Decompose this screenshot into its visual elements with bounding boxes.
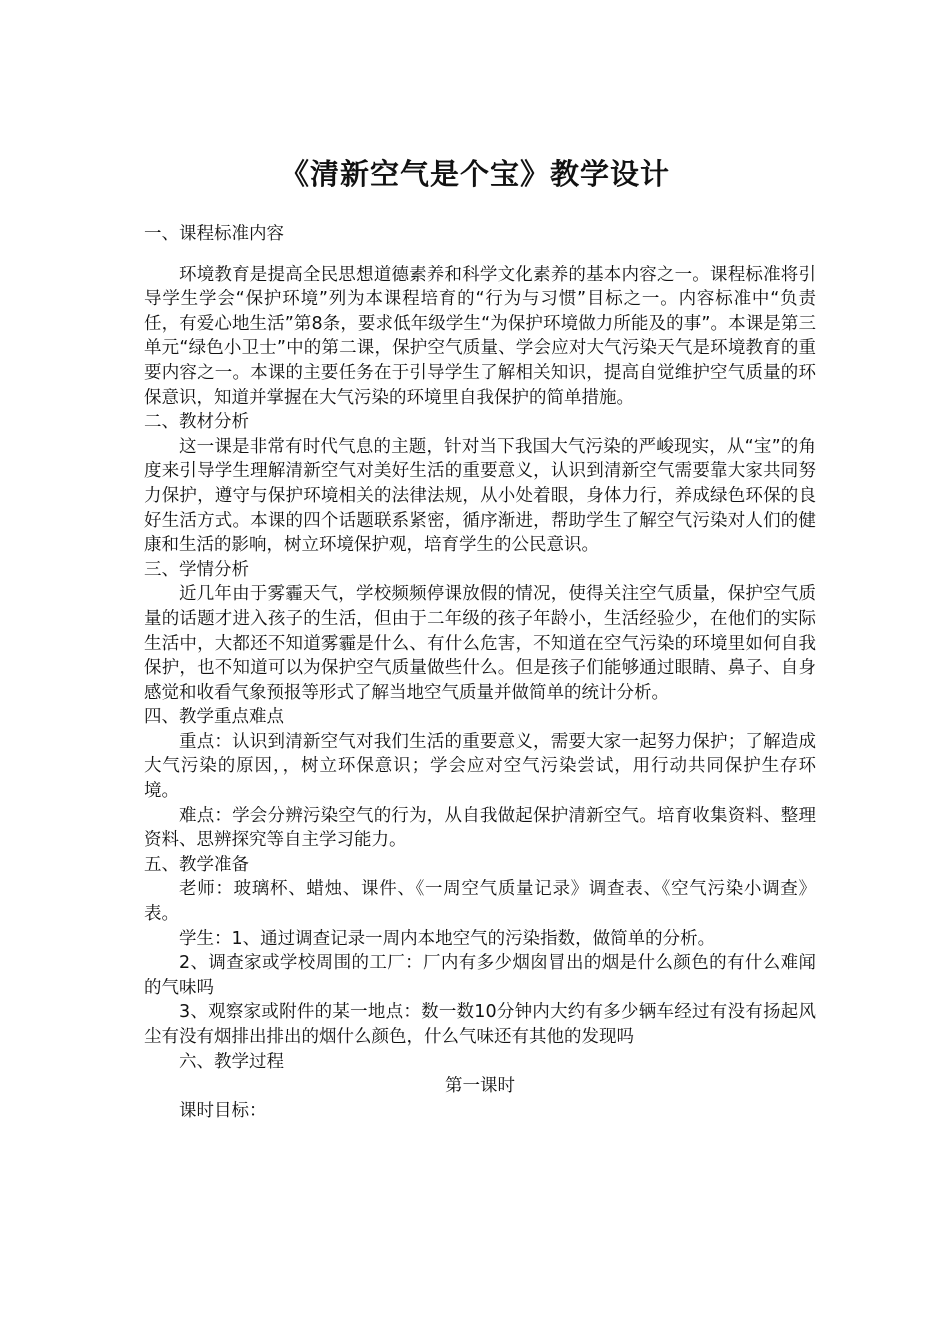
section-heading-student-analysis: 三、学情分析 [144,559,249,580]
paragraph-textbook-analysis: 这一课是非常有时代气息的主题，针对当下我国大气污染的严峻现实，从“宝”的角度来引导学生理解清新空气对美好生活的重要意义，认识到清新空气需要靠大家共同努力保护，遵守与保护环境相关的法律法规，从小处着眼，身体力行，养成绿色环保的良好生活方式。本课的四个话题联系紧密，循序渐进，帮助学生了解空气污染对人们的健康和生活的影响，树立环境保护观，培育学生的公民意识。 [144,436,816,556]
paragraph-student-preparation-3: 3、观察家或附件的某一地点：数一数10分钟内大约有多少辆车经过有没有扬起风尘有没有烟排出排出的烟什么颜色，什么气味还有其他的发现吗 [144,1002,816,1047]
lesson-one-goal-label: 课时目标： [179,1100,267,1121]
document-body [144,222,816,1123]
paragraph-student-preparation-1: 学生：1、通过调查记录一周内本地空气的污染指数，做简单的分析。 [179,928,716,949]
paragraph-difficult-point: 难点：学会分辨污染空气的行为，从自我做起保护清新空气。培育收集资料、整理资料、思辨探究等自主学习能力。 [144,805,816,851]
paragraph-student-preparation-2: 2、调查家或学校周围的工厂：厂内有多少烟囱冒出的烟是什么颜色的有什么难闻的气味吗 [144,953,816,998]
section-heading-preparation: 五、教学准备 [144,854,249,875]
paragraph-teacher-preparation: 老师：玻璃杯、蜡烛、课件、《一周空气质量记录》调查表、《空气污染小调查》表。 [144,879,816,925]
section-heading-curriculum-standard: 一、课程标准内容 [144,224,284,244]
paragraph-curriculum-standard: 环境教育是提高全民思想道德素养和科学文化素养的基本内容之一。课程标准将引导学生学会“保护环境”列为本课程培育的“行为与习惯”目标之一。内容标准中“负责任，有爱心地生活”第8条，要求低年级学生“为保护环境做力所能及的事”。本课是第三单元“绿色小卫士”中的第二课，保护空气质量、学会应对大气污染天气是环境教育的重要内容之一。本课的主要任务在于引导学生了解相关知识，提高自觉维护空气质量的环保意识，知道并掌握在大气污染的环境里自我保护的简单措施。 [144,264,816,408]
document-title: 《清新空气是个宝》教学设计 [279,157,670,191]
paragraph-student-analysis: 近几年由于雾霾天气，学校频频停课放假的情况，使得关注空气质量，保护空气质量的话题才进入孩子的生活，但由于二年级的孩子年龄小，生活经验少，在他们的实际生活中，大都还不知道雾霾是什么、有什么危害，不知道在空气污染的环境里如何自我保护，也不知道可以为保护空气质量做些什么。但是孩子们能够通过眼睛、鼻子、自身感觉和收看气象预报等形式了解当地空气质量并做简单的统计分析。 [144,584,816,703]
lesson-one-heading: 第一课时 [445,1076,515,1097]
section-heading-textbook-analysis: 二、教材分析 [144,412,249,433]
paragraph-key-point: 重点：认识到清新空气对我们生活的重要意义，需要大家一起努力保护；了解造成大气污染的原因，，树立环保意识；学会应对空气污染尝试，用行动共同保护生存环境。 [144,731,816,802]
section-heading-key-points: 四、教学重点难点 [144,707,284,728]
section-heading-teaching-process: 六、教学过程 [179,1051,284,1072]
